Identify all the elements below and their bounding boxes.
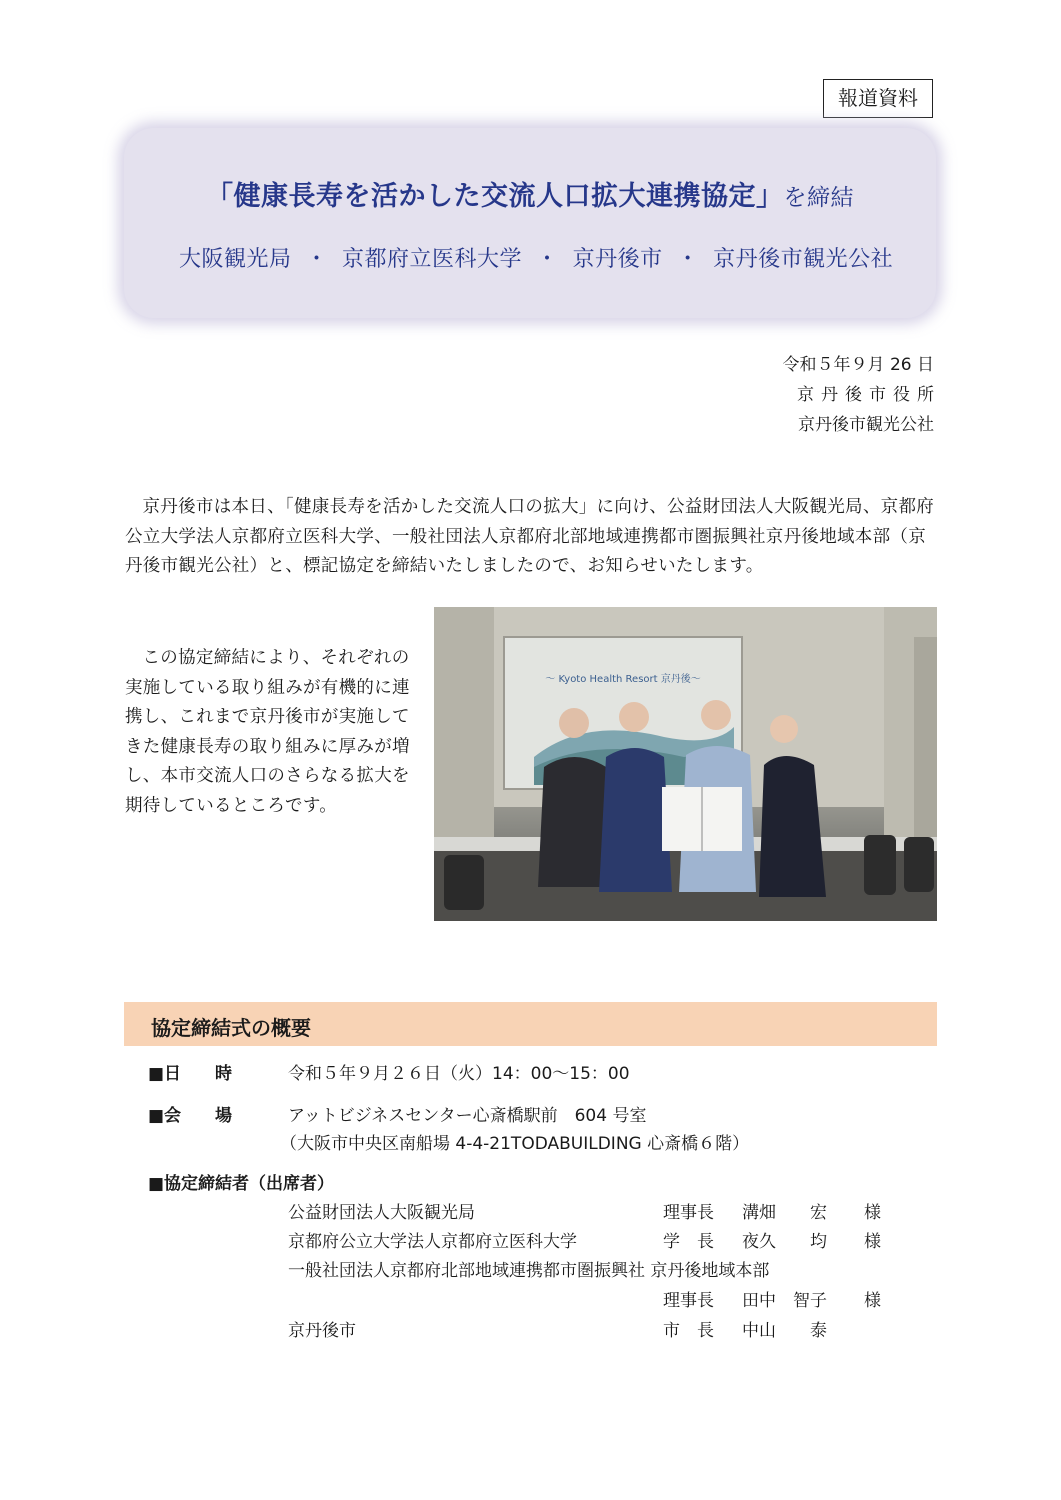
- signer-org: 京都府公立大学法人京都府立医科大学: [288, 1232, 577, 1252]
- org-kyoto-medical-univ: 京都府立医科大学: [342, 247, 523, 272]
- title-banner: [124, 128, 936, 318]
- signer-honorific: 様: [864, 1291, 881, 1311]
- projected-slide-title: ～ Kyoto Health Resort 京丹後～: [545, 674, 701, 685]
- datetime-label: ■日 時: [148, 1064, 233, 1084]
- signer-org: 公益財団法人大阪観光局: [288, 1203, 475, 1223]
- issue-date: 令和５年９月 26 日: [782, 355, 934, 375]
- document-title: [124, 174, 936, 213]
- issuer-company: 京丹後市観光公社: [798, 415, 934, 435]
- signer-name: 溝畑 宏: [742, 1203, 827, 1223]
- venue-value: アットビジネスセンター心斎橋駅前 604 号室: [288, 1106, 647, 1126]
- title-suffix: を締結: [783, 185, 854, 211]
- datetime-value: 令和５年９月２６日（火）14：00～15：00: [288, 1064, 630, 1084]
- signer-org: 一般社団法人京都府北部地域連携都市圏振興社 京丹後地域本部: [288, 1261, 770, 1281]
- signer-title: 市 長: [663, 1321, 714, 1341]
- separator: ・: [676, 247, 700, 272]
- summary-section-header: [124, 1002, 937, 1046]
- intro-paragraph: 京丹後市は本日、「健康長寿を活かした交流人口の拡大」に向け、公益財団法人大阪観光局、京都府公立大学法人京都府立医科大学、一般社団法人京都府北部地域連携都市圏振興社京丹後地域本部（京丹後市観光公社）と、標記協定を締結いたしましたので、お知らせいたします。: [125, 497, 935, 576]
- signer-name: 夜久 均: [742, 1232, 827, 1252]
- venue-address: （大阪市中央区南船場 4-4-21TODABUILDING 心斎橋６階）: [280, 1134, 750, 1154]
- org-osaka-tourism: 大阪観光局: [179, 247, 292, 272]
- expectation-paragraph: この協定締結により、それぞれの実施している取り組みが有機的に連携し、これまで京丹後市が実施してきた健康長寿の取り組みに厚みが増し、本市交流人口のさらなる拡大を期待しているところです。: [125, 648, 410, 816]
- signer-title: 理事長: [663, 1203, 714, 1223]
- signer-name: 中山 泰: [742, 1321, 827, 1341]
- signing-ceremony-photo: [434, 607, 937, 921]
- title-main: 「健康長寿を活かした交流人口拡大連携協定」: [206, 181, 784, 212]
- signer-honorific: 様: [864, 1203, 881, 1223]
- signer-title: 理事長: [663, 1291, 714, 1311]
- press-release-badge: 報道資料: [823, 79, 933, 118]
- separator: ・: [305, 247, 329, 272]
- signers-label: ■協定締結者（出席者）: [148, 1174, 335, 1194]
- signer-org: 京丹後市: [288, 1321, 356, 1341]
- issuer-block: [782, 350, 941, 440]
- signer-name: 田中 智子: [742, 1291, 827, 1311]
- separator: ・: [536, 247, 559, 272]
- signer-title: 学 長: [663, 1232, 714, 1252]
- summary-title: 協定締結式の概要: [151, 1016, 311, 1040]
- org-kyotango-tourism: 京丹後市観光公社: [713, 247, 894, 272]
- partner-organizations: [179, 242, 893, 273]
- issuer-office: 京丹後市役所: [797, 385, 941, 405]
- signer-honorific: 様: [864, 1232, 881, 1252]
- org-kyotango-city: 京丹後市: [572, 247, 663, 272]
- venue-label: ■会 場: [148, 1106, 233, 1126]
